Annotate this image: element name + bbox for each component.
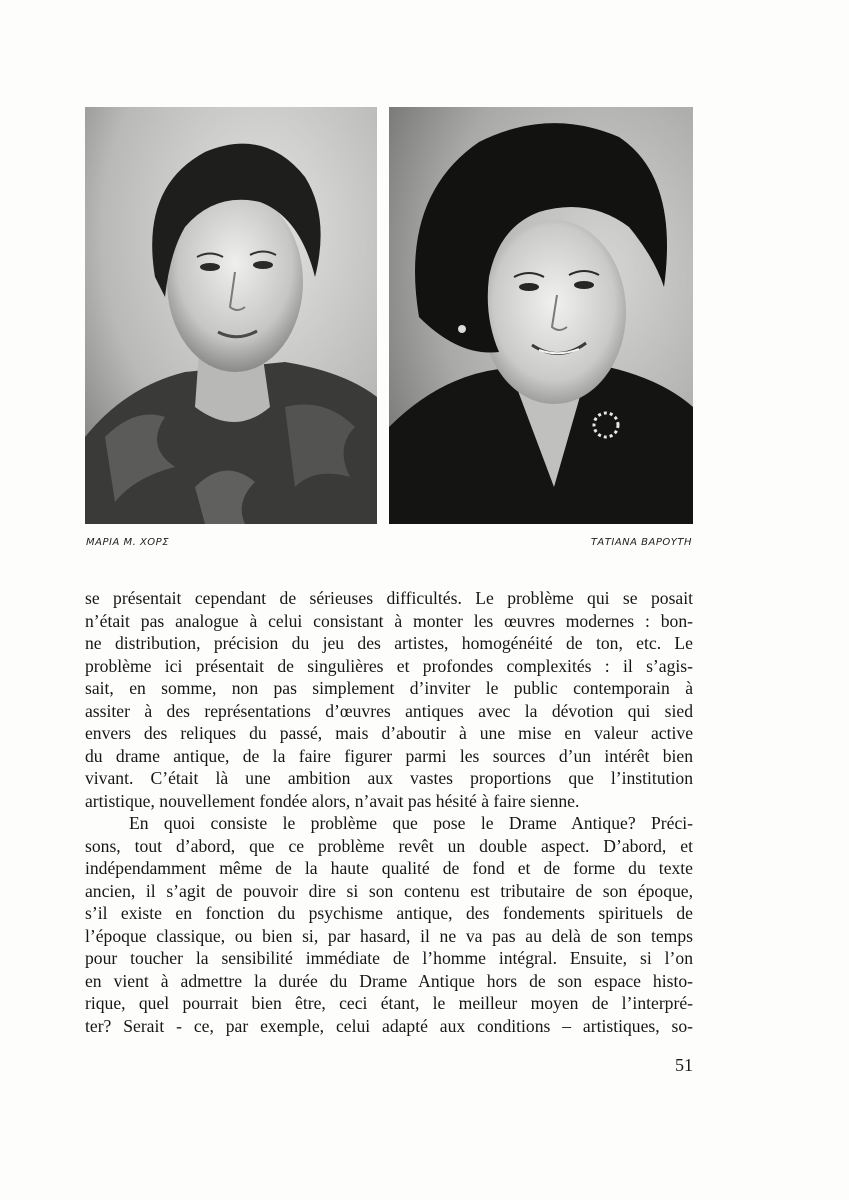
paragraph-1 xyxy=(85,587,693,812)
text-line: sons, tout d’abord, que ce problème revêt un double aspect. D’abord, et xyxy=(85,835,693,856)
portrait-photo-right xyxy=(389,107,693,524)
text-line: ne distribution, précision du jeu des artistes, homogénéité de ton, etc. Le xyxy=(85,633,693,653)
text-line: problème ici présentait de singulières et profondes complexités : il s’agis- xyxy=(85,655,693,676)
text-line: l’époque classique, ou bien si, par hasard, il ne va pas au delà de son temps xyxy=(85,925,693,946)
paragraph-2 xyxy=(85,812,693,1037)
text-line: sait, en somme, non pas simplement d’inviter le public contemporain à xyxy=(85,678,693,698)
text-line: indépendamment même de la haute qualité de fond et de forme du texte xyxy=(85,858,693,878)
text-line: En quoi consiste le problème que pose le Drame Antique? Préci- xyxy=(129,813,693,833)
text-line: envers des reliques du passé, mais d’aboutir à une mise en valeur active xyxy=(85,723,693,743)
text-line: assiter à des représentations d’œuvres antiques avec la dévotion qui sied xyxy=(85,700,693,721)
body-text xyxy=(85,587,693,1037)
text-line: du drame antique, de la faire figurer parmi les sources d’un intérêt bien xyxy=(85,745,693,766)
text-line: ancien, il s’agit de pouvoir dire si son contenu est tributaire de son époque, xyxy=(85,880,693,901)
portrait-image-right xyxy=(389,107,693,524)
page-number: 51 xyxy=(675,1055,693,1075)
portrait-image-left xyxy=(85,107,377,524)
text-line: ter? Serait - ce, par exemple, celui adapté aux conditions – artistiques, so- xyxy=(85,1015,693,1036)
caption-left: ΜΑΡΙΑ Μ. ΧΟΡΣ xyxy=(86,537,170,548)
text-line: artistique, nouvellement fondée alors, n’avait pas hésité à faire sienne. xyxy=(85,790,580,811)
text-line: pour toucher la sensibilité immédiate de l’homme intégral. Ensuite, si l’on xyxy=(85,948,693,968)
text-line: s’il existe en fonction du psychisme antique, des fondements spirituels de xyxy=(85,903,693,923)
portrait-photo-left xyxy=(85,107,377,524)
caption-right: ΤΑΤΙΑΝΑ ΒΑΡΟΥΤΗ xyxy=(590,537,692,548)
text-line: rique, quel pourrait bien être, ceci étant, le meilleur moyen de l’interpré- xyxy=(85,993,693,1013)
text-line: n’était pas analogue à celui consistant à monter les œuvres modernes : bon- xyxy=(85,610,693,631)
text-line: en vient à admettre la durée du Drame Antique hors de son espace histo- xyxy=(85,970,693,991)
text-line: se présentait cependant de sérieuses difficultés. Le problème qui se posait xyxy=(85,588,693,608)
text-line: vivant. C’était là une ambition aux vastes proportions que l’institution xyxy=(85,768,693,788)
